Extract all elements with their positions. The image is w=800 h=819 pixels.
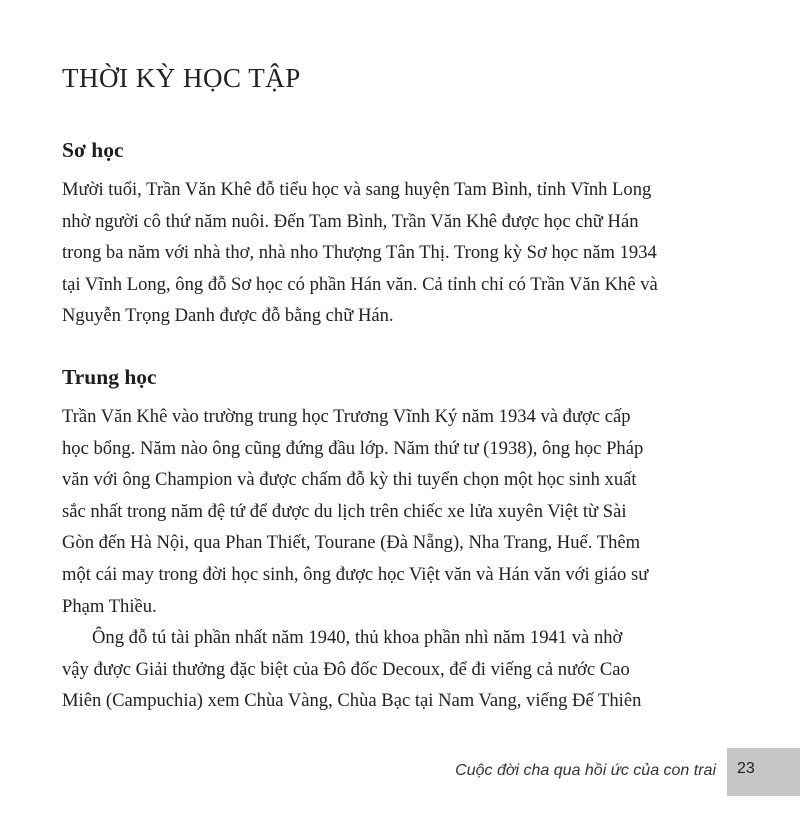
text-line: Miên (Campuchia) xem Chùa Vàng, Chùa Bạc tại Nam Vang, viếng Đế Thiên [62, 690, 642, 712]
text-line: trong ba năm với nhà thơ, nhà nho Thượng Tân Thị. Trong kỳ Sơ học năm 1934 [62, 242, 657, 264]
text-line: vậy được Giải thưởng đặc biệt của Đô đốc Decoux, để đi viếng cả nước Cao [62, 658, 630, 680]
section-heading-so-hoc: Sơ học [62, 138, 124, 162]
text-line: tại Vĩnh Long, ông đỗ Sơ học có phần Hán văn. Cả tỉnh chỉ có Trần Văn Khê và [62, 273, 658, 295]
text-line: văn với ông Champion và được chấm đỗ kỳ thi tuyển chọn một học sinh xuất [62, 469, 637, 491]
text-line: Ông đỗ tú tài phần nhất năm 1940, thủ khoa phần nhì năm 1941 và nhờ [92, 627, 623, 648]
text-line: Gòn đến Hà Nội, qua Phan Thiết, Tourane (Đà Nẵng), Nha Trang, Huế. Thêm [62, 532, 641, 554]
page-number: 23 [737, 760, 755, 777]
text-line: Trần Văn Khê vào trường trung học Trương Vĩnh Ký năm 1934 và được cấp [62, 406, 631, 427]
paragraph-trung-hoc-2 [62, 622, 744, 717]
text-line: sắc nhất trong năm đệ tứ để được du lịch trên chiếc xe lửa xuyên Việt từ Sài [62, 500, 627, 522]
running-footer-book-title: Cuộc đời cha qua hồi ức của con trai [455, 762, 716, 779]
text-line: Mười tuổi, Trần Văn Khê đỗ tiểu học và sang huyện Tam Bình, tỉnh Vĩnh Long [62, 179, 652, 200]
text-line: một cái may trong đời học sinh, ông được học Việt văn và Hán văn với giáo sư [62, 563, 649, 585]
text-line: học bổng. Năm nào ông cũng đứng đầu lớp. Năm thứ tư (1938), ông học Pháp [62, 437, 644, 459]
text-line: Phạm Thiều. [62, 595, 157, 617]
paragraph-so-hoc [62, 174, 744, 332]
section-heading-trung-hoc: Trung học [62, 365, 157, 389]
text-line: Nguyễn Trọng Danh được đỗ bằng chữ Hán. [62, 305, 394, 327]
chapter-title: THỜI KỲ HỌC TẬP [62, 63, 301, 93]
text-line: nhờ người cô thứ năm nuôi. Đến Tam Bình, Trần Văn Khê được học chữ Hán [62, 210, 639, 232]
paragraph-trung-hoc-1 [62, 401, 744, 622]
